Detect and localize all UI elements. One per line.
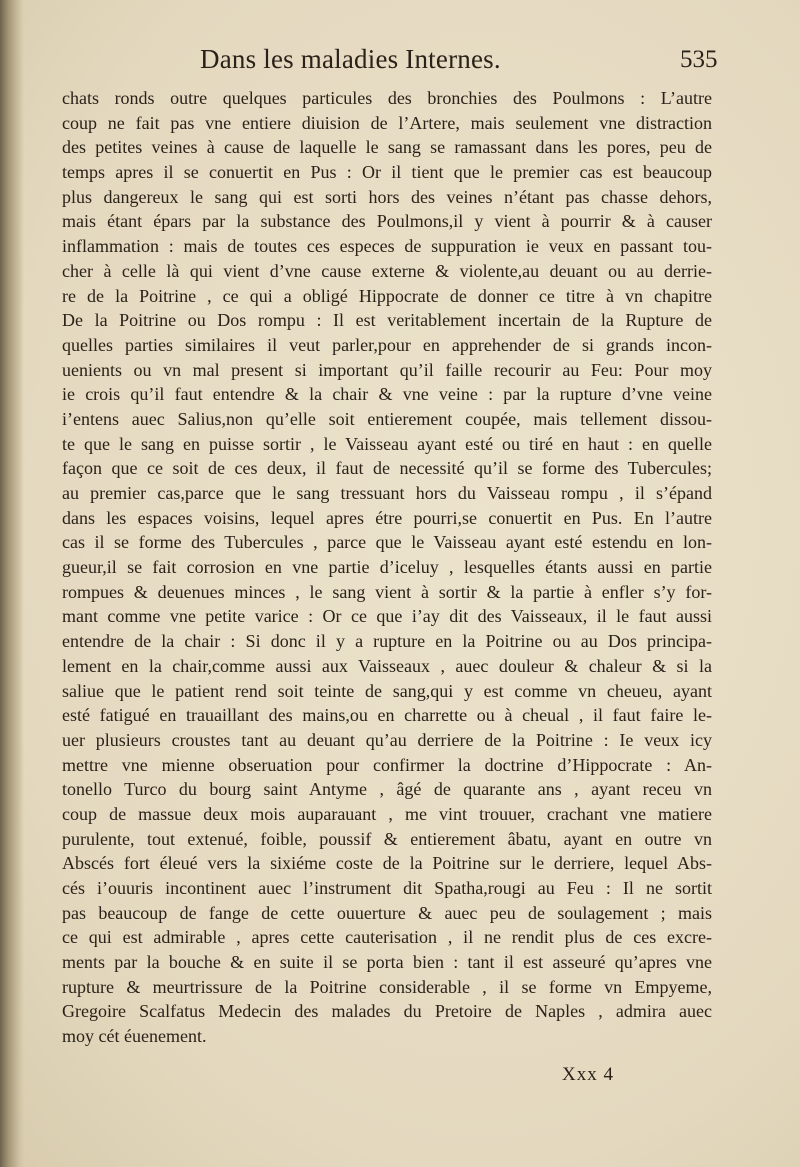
text-line: rompues & deuenues minces , le sang vient à sortir & la partie à enfler s’y for- <box>62 581 712 602</box>
text-line: coup de massue deux mois auparauant , me vint trouuer, crachant vne matiere <box>62 803 712 824</box>
text-line: saliue que le patient rend soit teinte de sang,qui y est comme vn cheueu, ayant <box>62 680 712 701</box>
text-line: ie crois qu’il faut entendre & la chair & vne veine : par la rupture d’vne veine <box>62 384 712 405</box>
text-line: uer plusieurs croustes tant au deuant qu’au derriere de la Poitrine : Ie veux icy <box>62 729 712 750</box>
text-line: des petites veines à cause de laquelle le sang se ramassant dans les pores, peu de <box>62 137 712 158</box>
text-line: esté fatigué en trauaillant des mains,ou en charrette ou à cheual , il faut faire le- <box>62 705 712 726</box>
text-line-final: moy cét éuenement. <box>62 1026 207 1047</box>
catchword-signature: Xxx 4 <box>562 1064 614 1085</box>
text-line: uenients ou vn mal present si important qu’il faille recourir au Feu: Pour moy <box>62 359 712 380</box>
text-line: Gregoire Scalfatus Medecin des malades du Pretoire de Naples , admira auec <box>62 1001 712 1022</box>
text-line: re de la Poitrine , ce qui a obligé Hippocrate de donner ce titre à vn chapitre <box>62 285 712 306</box>
text-line: ce qui est admirable , apres cette cauterisation , il ne rendit plus de ces excre- <box>62 927 712 948</box>
page-header <box>0 40 800 80</box>
page-gutter-shadow <box>0 0 24 1167</box>
text-line: De la Poitrine ou Dos rompu : Il est veritablement incertain de la Rupture de <box>62 310 712 331</box>
text-line: coup ne fait pas vne entiere diuision de l’Artere, mais seulement vne distraction <box>62 112 712 133</box>
running-title: Dans les maladies Internes. <box>200 44 501 74</box>
text-line: plus dangereux le sang qui est sorti hors des veines n’étant pas chasse dehors, <box>62 186 712 207</box>
text-line: entendre de la chair : Si donc il y a rupture en la Poitrine ou au Dos principa- <box>62 631 712 652</box>
body-text <box>62 86 712 1049</box>
text-line: inflammation : mais de toutes ces especes de suppuration ie veux en passant tou- <box>62 236 712 257</box>
text-line: mant comme vne petite varice : Or ce que i’ay dit des Vaisseaux, il le faut aussi <box>62 606 712 627</box>
page-number: 535 <box>680 46 718 73</box>
text-line: ments par la bouche & en suite il se porta bien : tant il est asseuré qu’apres vne <box>62 952 712 973</box>
text-line: rupture & meurtrissure de la Poitrine considerable , il se forme vn Empyeme, <box>62 976 712 997</box>
text-line: lement en la chair,comme aussi aux Vaisseaux , auec douleur & chaleur & si la <box>62 655 712 676</box>
text-line: quelles parties similaires il veut parler,pour en apprehender de si grands incon- <box>62 334 712 355</box>
text-line: i’entens auec Salius,non qu’elle soit entierement coupée, mais tellement dissou- <box>62 408 712 429</box>
text-line: au premier cas,parce que le sang tressuant hors du Vaisseau rompu , il s’épand <box>62 483 712 503</box>
text-line: pas beaucoup de fange de cette ouuerture & auec peu de soulagement ; mais <box>62 902 712 923</box>
text-line: chats ronds outre quelques particules des bronchies des Poulmons : L’autre <box>62 88 712 108</box>
text-line: gueur,il se fait corrosion en vne partie d’iceluy , lesquelles étants aussi en partie <box>62 557 712 578</box>
text-line: façon que ce soit de ces deux, il faut de necessité qu’il se forme des Tubercules; <box>62 458 712 479</box>
text-line: purulente, tout extenué, foible, poussif & entierement âbatu, ayant en outre vn <box>62 828 712 849</box>
text-line: Abscés fort éleué vers la sixiéme coste de la Poitrine sur le derriere, lequel Abs- <box>62 853 712 874</box>
text-line: temps apres il se conuertit en Pus : Or il tient que le premier cas est beaucoup <box>62 162 712 183</box>
text-line: cher à celle là qui vient d’vne cause externe & violente,au deuant ou au derrie- <box>62 260 712 281</box>
text-line: cas il se forme des Tubercules , parce que le Vaisseau ayant esté estendu en lon- <box>62 532 712 553</box>
text-line: te que le sang en puisse sortir , le Vaisseau ayant esté ou tiré en haut : en quelle <box>62 433 712 454</box>
text-line: tonello Turco du bourg saint Antyme , âgé de quarante ans , ayant receu vn <box>62 779 712 800</box>
text-line: mettre vne mienne obseruation pour confirmer la doctrine d’Hippocrate : An- <box>62 754 712 775</box>
text-line: dans les espaces voisins, lequel apres étre pourri,se conuertit en Pus. En l’autre <box>62 507 712 528</box>
text-line: mais étant épars par la substance des Poulmons,il y vient à pourrir & à causer <box>62 211 712 232</box>
text-line: cés i’ouuris incontinent auec l’instrument dit Spatha,rougi au Feu : Il ne sortit <box>62 878 712 898</box>
